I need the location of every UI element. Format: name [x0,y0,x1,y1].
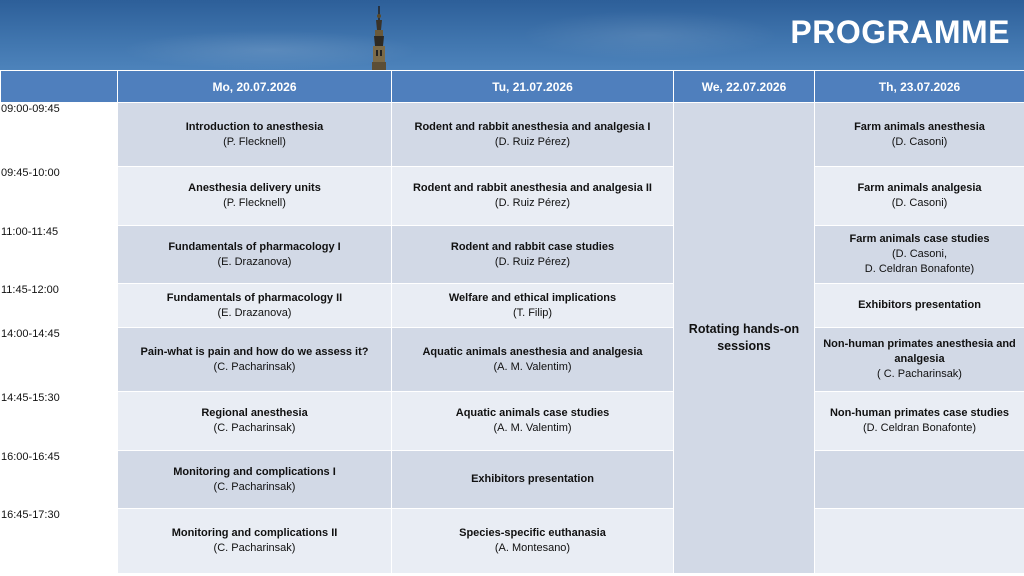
session-speaker: (D. Ruiz Pérez) [494,135,571,148]
session-speaker: (D. Ruiz Pérez) [494,255,571,268]
table-row [1,451,1024,509]
session-speaker: (A. M. Valentim) [493,360,572,373]
time-slot: 09:45-10:00 [1,167,118,226]
session-speaker: (A. M. Valentim) [493,422,572,434]
session-speaker: (C. Pacharinsak) [213,422,296,434]
time-slot: 11:45-12:00 [1,284,118,328]
session-cell [815,167,1024,226]
session-cell [118,167,392,226]
church-tower-icon [364,6,394,70]
header-row [1,71,1024,103]
session-title: Monitoring and complications I [173,465,336,478]
session-title: Rodent and rabbit anesthesia and analgesia II [412,182,652,194]
session-title: Rodent and rabbit anesthesia and analgesia I [414,120,651,133]
session-cell [392,284,674,328]
session-title: Aquatic animals anesthesia and analgesia [422,345,643,358]
session-cell [815,328,1024,392]
session-speaker: (T. Filip) [512,306,553,319]
table-row [1,328,1024,392]
table-row [1,226,1024,284]
session-title: Fundamentals of pharmacology II [166,291,343,304]
session-cell [118,451,392,509]
session-cell [392,509,674,574]
session-cell [815,103,1024,167]
session-title: Fundamentals of pharmacology I [168,240,341,253]
session-speaker: (E. Drazanova) [217,306,292,319]
banner-cloud [520,10,780,60]
session-speaker: (C. Pacharinsak) [213,480,296,493]
column-header-monday: Mo, 20.07.2026 [118,71,392,103]
session-title: Introduction to anesthesia [185,120,324,133]
session-cell [118,284,392,328]
time-slot: 14:00-14:45 [1,328,118,392]
session-cell [392,392,674,451]
corner-cell [1,71,118,103]
session-title: Farm animals anesthesia [854,120,985,133]
table-row [1,167,1024,226]
session-speaker: (P. Flecknell) [223,135,286,148]
programme-table [0,70,1024,574]
session-cell [815,284,1024,328]
session-title: Rodent and rabbit case studies [450,240,615,253]
session-cell [118,509,392,574]
session-cell [815,392,1024,451]
session-cell [815,226,1024,284]
time-slot: 09:00-09:45 [1,103,118,167]
session-cell [118,392,392,451]
header-banner [0,0,1024,70]
session-title: Species-specific euthanasia [459,527,606,539]
session-cell [392,451,674,509]
table-row [1,103,1024,167]
session-title: Anesthesia delivery units [188,182,321,194]
session-speaker: (D. Celdran Bonafonte) [862,422,977,434]
session-cell [392,103,674,167]
session-title: Welfare and ethical implications [448,291,617,304]
time-slot: 16:45-17:30 [1,509,118,574]
session-title: Aquatic animals case studies [455,407,610,419]
empty-session-cell [815,451,1024,509]
session-cell [118,328,392,392]
session-cell [392,328,674,392]
session-title: Pain-what is pain and how do we assess it? [140,345,369,358]
session-speaker: (C. Pacharinsak) [213,542,296,554]
session-title: Exhibitors presentation [471,473,594,485]
time-slot: 14:45-15:30 [1,392,118,451]
session-speaker: (E. Drazanova) [217,255,292,268]
session-title: Exhibitors presentation [858,299,981,311]
table-row [1,392,1024,451]
session-speaker: (D. Casoni) [891,197,948,209]
session-speaker: (D. Ruiz Pérez) [494,197,571,209]
column-header-thursday: Th, 23.07.2026 [815,71,1024,103]
session-title: Non-human primates case studies [829,407,1010,419]
session-speaker: (A. Montesano) [494,542,571,554]
session-title: Non-human primates anesthesia and analgesia [823,338,1016,365]
wednesday-session-cell [674,103,815,574]
session-title: Farm animals analgesia [857,182,982,194]
session-speaker: (D. Casoni, [891,248,948,260]
time-slot: 16:00-16:45 [1,451,118,509]
session-speaker: (C. Pacharinsak) [213,360,296,373]
time-slot: 11:00-11:45 [1,226,118,284]
session-speaker: (D. Casoni) [891,135,948,148]
session-speaker: ( C. Pacharinsak) [877,368,962,380]
column-header-tuesday: Tu, 21.07.2026 [392,71,674,103]
session-cell [392,167,674,226]
session-title: Monitoring and complications II [171,527,338,539]
session-cell [392,226,674,284]
empty-session-cell [815,509,1024,574]
session-cell [118,103,392,167]
table-row [1,509,1024,574]
table-row [1,284,1024,328]
session-cell [118,226,392,284]
session-speaker: (P. Flecknell) [223,197,286,209]
session-title: Regional anesthesia [201,407,308,419]
column-header-wednesday: We, 22.07.2026 [674,71,815,103]
wednesday-session-label: Rotating hands-on sessions [688,322,800,353]
session-speaker: D. Celdran Bonafonte) [864,263,975,275]
page-title: PROGRAMME [790,14,1010,50]
session-title: Farm animals case studies [849,233,990,245]
